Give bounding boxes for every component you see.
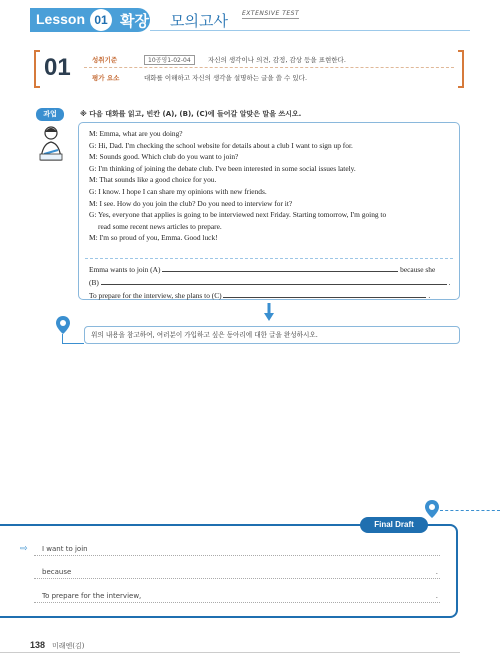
dialogue-separator bbox=[85, 258, 453, 259]
publisher-label: 미래엔(김) bbox=[52, 642, 85, 650]
final-draft-line-1[interactable] bbox=[20, 543, 440, 556]
criteria-text: 자신의 생각이나 의견, 감정, 감상 등을 표현한다. bbox=[208, 56, 346, 64]
header-rule bbox=[150, 30, 470, 31]
final-line-2-end: . bbox=[435, 568, 438, 576]
achievement-standard bbox=[34, 50, 464, 88]
bracket-left bbox=[34, 50, 40, 88]
fill-line-a bbox=[89, 264, 451, 274]
standard-row-criteria bbox=[84, 52, 454, 68]
connector-line bbox=[62, 334, 84, 344]
blank-c[interactable] bbox=[223, 290, 426, 298]
lesson-header bbox=[30, 8, 470, 32]
writing-prompt: 위의 내용을 참고하여, 여러분이 가입하고 싶은 동아리에 대한 글을 완성하시오. bbox=[84, 326, 460, 344]
title-english: EXTENSIVE TEST bbox=[242, 10, 300, 17]
dialogue-line: M: Sounds good. Which club do you want to join? bbox=[89, 152, 239, 162]
blank-b[interactable] bbox=[101, 277, 447, 285]
arrow-down-icon bbox=[264, 303, 274, 321]
final-line-3-text: To prepare for the interview, bbox=[42, 592, 142, 600]
instruction: ※ 다음 대화를 읽고, 빈칸 (A), (B), (C)에 들어갈 알맞은 말을 쓰시오. bbox=[80, 110, 302, 118]
final-draft-line-3[interactable] bbox=[34, 590, 440, 603]
final-line-1-text: I want to join bbox=[42, 545, 88, 553]
final-draft-line-2[interactable] bbox=[34, 566, 440, 579]
location-pin-icon bbox=[56, 316, 70, 334]
fill-line-c bbox=[89, 290, 451, 300]
final-line-2-text: because bbox=[42, 568, 72, 576]
dialogue-line: G: I'm thinking of joining the debate club. I've been interested in some social issues lately. bbox=[89, 163, 356, 173]
dialogue-line: G: I know. I hope I can share my opinions with new friends. bbox=[89, 186, 267, 196]
blank-a[interactable] bbox=[162, 264, 398, 272]
fill-line-b bbox=[89, 277, 451, 287]
person-writing-icon bbox=[36, 124, 66, 164]
dialogue-line: M: I see. How do you join the club? Do you need to interview for it? bbox=[89, 198, 293, 208]
fill-a-end: because she bbox=[400, 265, 436, 274]
title-sub: 모의고사 bbox=[170, 12, 228, 30]
evaluation-label: 평가 요소 bbox=[92, 74, 120, 82]
final-draft-badge: Final Draft bbox=[360, 517, 428, 533]
lesson-word: Lesson bbox=[36, 11, 86, 27]
final-line-3-end: . bbox=[435, 592, 438, 600]
dialogue-line: M: That sounds like a good choice for you. bbox=[89, 175, 217, 185]
location-pin-icon bbox=[425, 500, 439, 518]
standard-row-evaluation bbox=[84, 70, 454, 86]
dialogue-line: read some recent news articles to prepare. bbox=[98, 221, 222, 231]
fill-c-end: . bbox=[428, 291, 431, 300]
bracket-right bbox=[458, 50, 464, 88]
dialogue-line: M: Emma, what are you doing? bbox=[89, 129, 183, 138]
fill-c-label: To prepare for the interview, she plans to (C) bbox=[89, 291, 222, 300]
dialogue-box bbox=[78, 122, 460, 300]
footer-rule bbox=[0, 652, 460, 653]
standard-code: 10공영1-02-04 bbox=[144, 55, 195, 65]
arrow-right-icon: ⇨ bbox=[20, 544, 28, 554]
evaluation-text: 대화를 이해하고 자신의 생각을 설명하는 글을 쓸 수 있다. bbox=[144, 74, 308, 82]
lesson-number: 01 bbox=[90, 9, 112, 31]
fill-a-label: Emma wants to join (A) bbox=[89, 265, 161, 274]
dashed-guide bbox=[440, 510, 500, 511]
title-main: 확장형 bbox=[120, 12, 164, 30]
dialogue-line: G: Yes, everyone that applies is going to be interviewed next Friday. Starting tomorrow, I'm going to bbox=[89, 210, 387, 220]
fill-b-label: (B) bbox=[89, 278, 99, 287]
page-number: 138 bbox=[30, 640, 46, 650]
standard-number: 01 bbox=[44, 54, 71, 81]
dialogue-line: M: I'm so proud of you, Emma. Good luck! bbox=[89, 233, 218, 243]
criteria-label: 성취기준 bbox=[92, 56, 118, 64]
task-badge: 과업 bbox=[36, 108, 64, 121]
dialogue-lines bbox=[89, 128, 451, 244]
dialogue-line: G: Hi, Dad. I'm checking the school website for details about a club I want to sign up for. bbox=[89, 140, 353, 150]
fill-b-end: . bbox=[448, 278, 451, 287]
